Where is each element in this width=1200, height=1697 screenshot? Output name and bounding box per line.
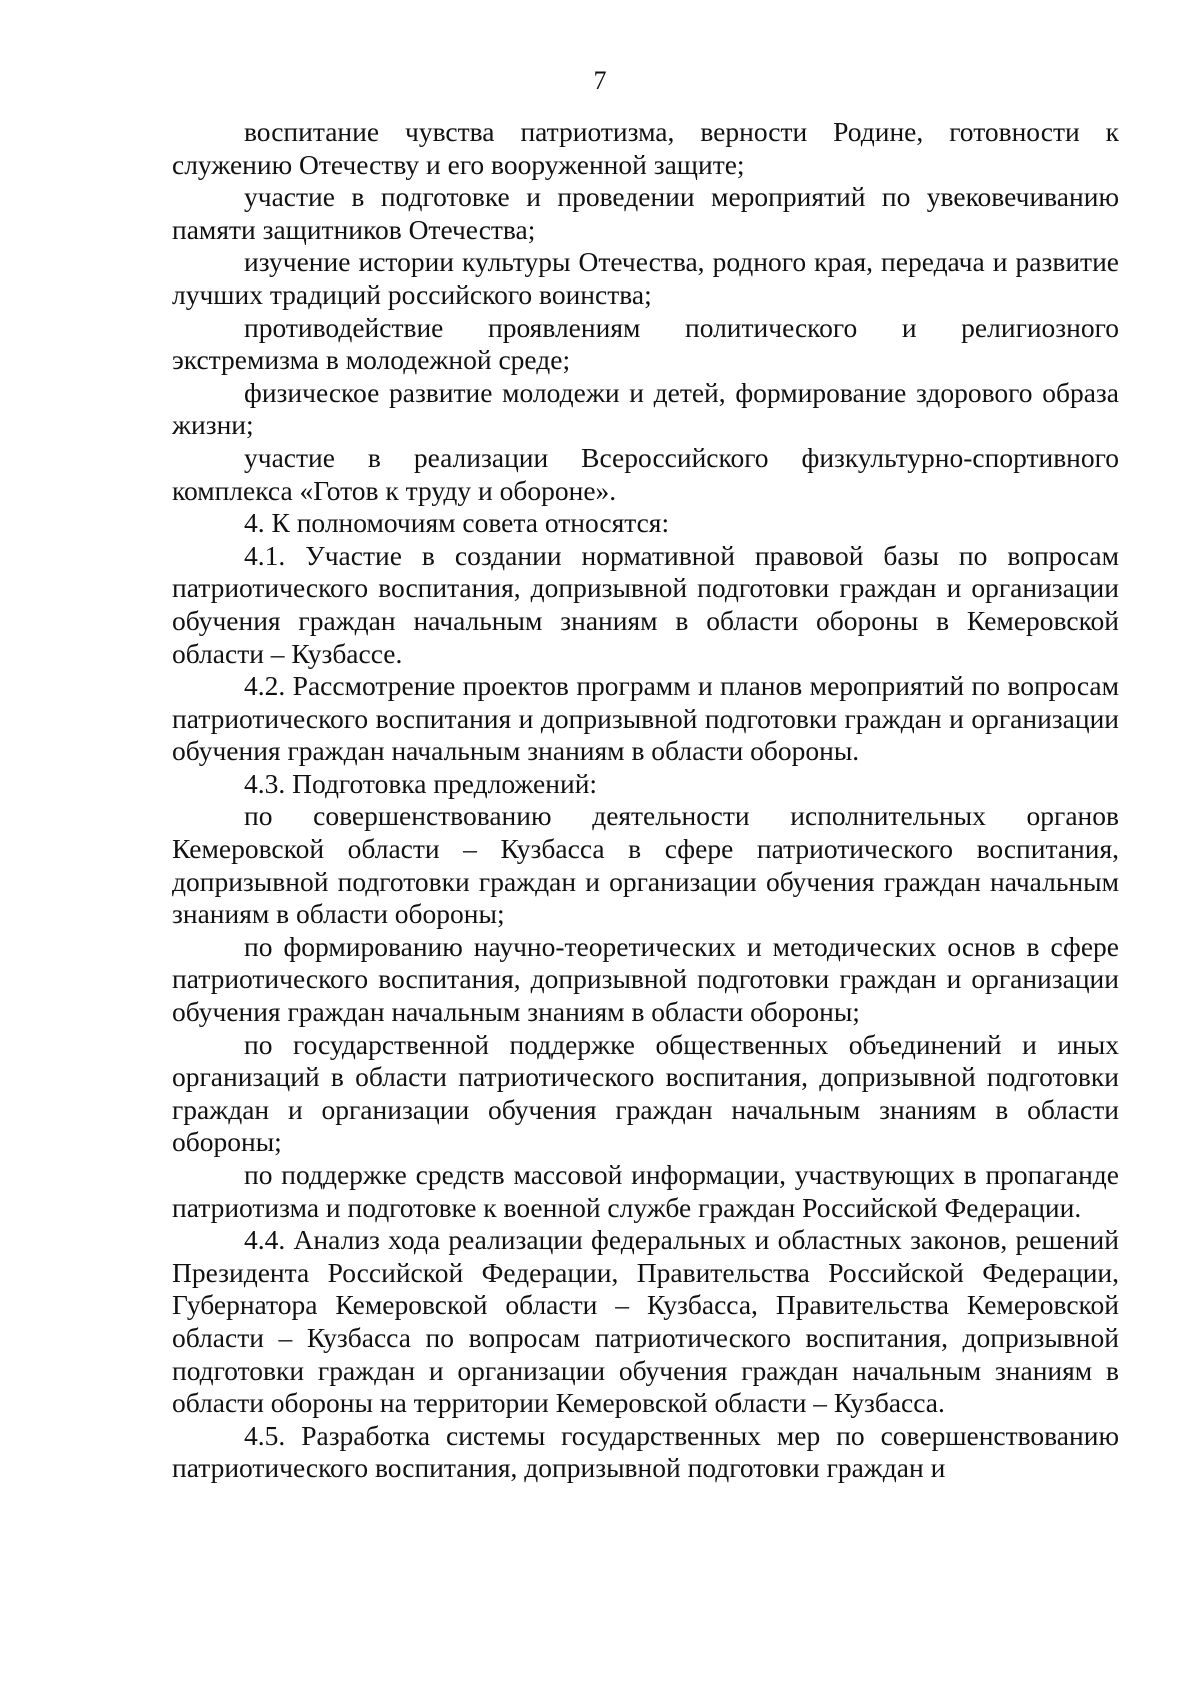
paragraph-history: изучение истории культуры Отечества, родного края, передача и развитие лучших традиций российского воинства; — [172, 246, 1119, 310]
paragraph-4-3-support: по государственной поддержке общественных объединений и иных организаций в области патриотического воспитания, допризывной подготовки граждан и организации обучения граждан начальным знаниям в области обороны; — [172, 1028, 1119, 1158]
paragraph-patriotism: воспитание чувства патриотизма, верности Родине, готовности к служению Отечеству и его вооруженной защите; — [172, 116, 1119, 180]
paragraph-4-3-organs: по совершенствованию деятельности исполнительных органов Кемеровской области – Кузбасса в сфере патриотического воспитания, допризывной подготовки граждан и организации обучения граждан начальным знаниям в области обороны; — [172, 800, 1119, 930]
document-body — [172, 116, 1119, 1485]
paragraph-4-1: 4.1. Участие в создании нормативной правовой базы по вопросам патриотического воспитания, допризывной подготовки граждан и организации обучения граждан начальным знаниям в области обороны в Кемеровской области – Кузбассе. — [172, 539, 1119, 669]
paragraph-memory: участие в подготовке и проведении мероприятий по увековечиванию памяти защитников Отечества; — [172, 181, 1119, 245]
paragraph-4-3-science: по формированию научно-теоретических и методических основ в сфере патриотического воспитания, допризывной подготовки граждан и организации обучения граждан начальным знаниям в области обороны; — [172, 930, 1119, 1028]
paragraph-physical: физическое развитие молодежи и детей, формирование здорового образа жизни; — [172, 376, 1119, 441]
paragraph-gto: участие в реализации Всероссийского физкультурно-спортивного комплекса «Готов к труду и обороне». — [172, 441, 1119, 506]
paragraph-4-3-media: по поддержке средств массовой информации, участвующих в пропаганде патриотизма и подготовке к военной службе граждан Российской Федерации. — [172, 1159, 1119, 1223]
paragraph-4-2: 4.2. Рассмотрение проектов программ и планов мероприятий по вопросам патриотического воспитания и допризывной подготовки граждан и организации обучения граждан начальным знаниям в области обороны. — [172, 670, 1119, 767]
paragraph-4-3: 4.3. Подготовка предложений: — [244, 767, 598, 799]
paragraph-4-5: 4.5. Разработка системы государственных мер по совершенствованию патриотического воспитания, допризывной подготовки граждан и — [172, 1419, 1119, 1484]
paragraph-extremism: противодействие проявлениям политического и религиозного экстремизма в молодежной среде; — [172, 311, 1119, 376]
paragraph-powers-heading: 4. К полномочиям совета относятся: — [244, 507, 670, 539]
page-number: 7 — [593, 66, 607, 95]
paragraph-4-4: 4.4. Анализ хода реализации федеральных и областных законов, решений Президента Российской Федерации, Правительства Российской Федерации, Губернатора Кемеровской области – Кузбасса, Правительства Кемеровской области – Кузбасса по вопросам патриотического воспитания, допризывной подготовки граждан и организации обучения граждан начальным знаниям в области обороны на территории Кемеровской области – Кузбасса. — [172, 1224, 1119, 1419]
